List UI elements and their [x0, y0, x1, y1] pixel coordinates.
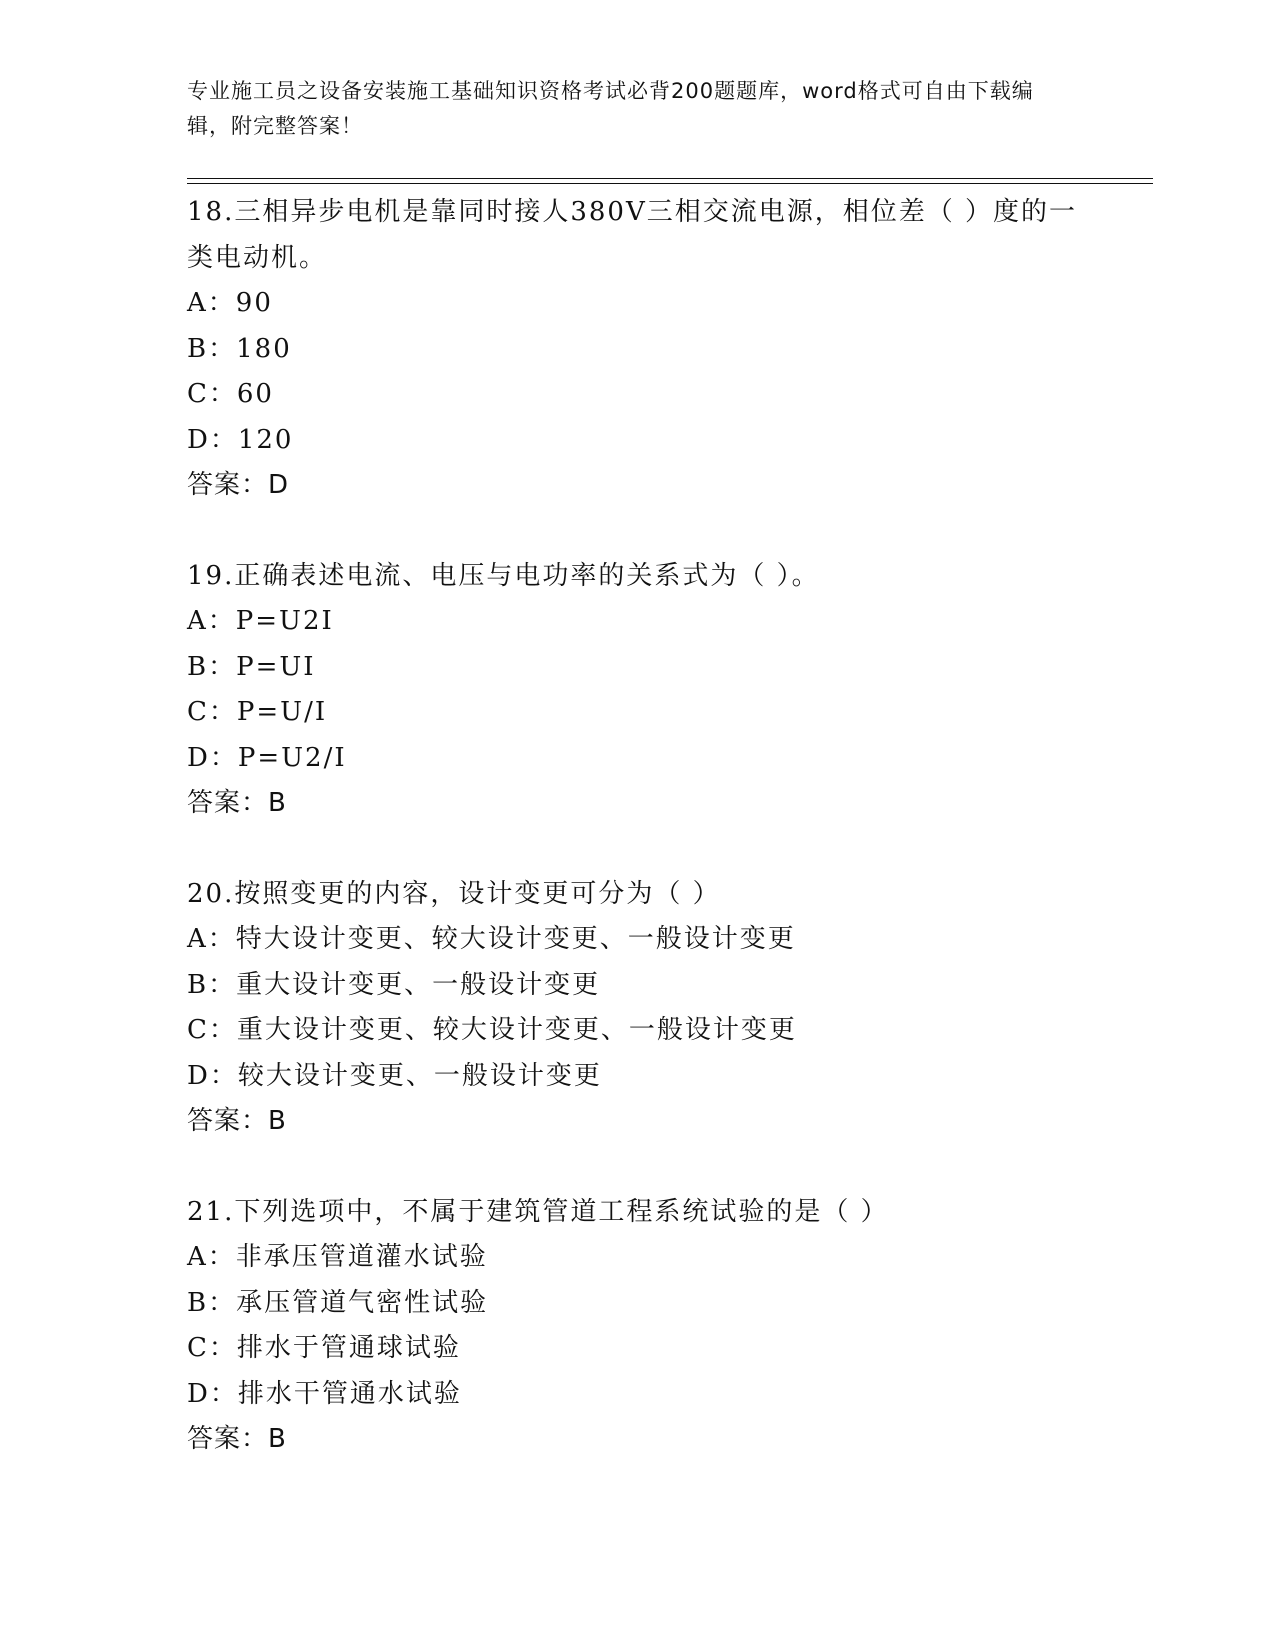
- option-b: B：重大设计变更、一般设计变更: [187, 969, 601, 1000]
- question-stem: 21.下列选项中，不属于建筑管道工程系统试验的是（ ）: [187, 1196, 889, 1227]
- question-18: [187, 190, 1127, 509]
- question-19: [187, 554, 1127, 827]
- answer-label: 答案：D: [187, 470, 290, 500]
- option-c: C：60: [187, 379, 274, 409]
- question-stem: 19.正确表述电流、电压与电功率的关系式为（ ）。: [187, 560, 820, 591]
- question-list: [187, 190, 1127, 1508]
- question-stem: 20.按照变更的内容，设计变更可分为（ ）: [187, 878, 721, 909]
- option-b: B：180: [187, 333, 292, 364]
- answer-label: 答案：B: [187, 1424, 287, 1454]
- question-21: [187, 1190, 1127, 1463]
- option-c: C：重大设计变更、较大设计变更、一般设计变更: [187, 1015, 797, 1045]
- option-a: A：非承压管道灌水试验: [187, 1242, 488, 1272]
- option-d: D：排水干管通水试验: [187, 1378, 462, 1409]
- header-divider-bottom: [187, 183, 1153, 184]
- question-20: [187, 872, 1127, 1145]
- answer-label: 答案：B: [187, 788, 287, 818]
- option-b: B：承压管道气密性试验: [187, 1287, 489, 1318]
- option-d: D：P=U2/I: [187, 742, 347, 773]
- option-a: A：90: [187, 288, 273, 318]
- option-c: C：排水于管通球试验: [187, 1333, 461, 1363]
- option-c: C：P=U/I: [187, 697, 328, 727]
- question-stem: 18.三相异步电机是靠同时接人380V三相交流电源，相位差（ ）度的一类电动机。: [187, 197, 1078, 273]
- option-a: A：P=U2I: [187, 606, 334, 636]
- answer-label: 答案：B: [187, 1106, 287, 1136]
- document-header: 专业施工员之设备安装施工基础知识资格考试必背200题题库，word格式可自由下载编辑，附完整答案！: [187, 79, 1034, 138]
- option-a: A：特大设计变更、较大设计变更、一般设计变更: [187, 924, 796, 954]
- option-d: D：120: [187, 424, 294, 455]
- header-divider-top: [187, 178, 1153, 179]
- option-b: B：P=UI: [187, 651, 316, 682]
- option-d: D：较大设计变更、一般设计变更: [187, 1060, 602, 1091]
